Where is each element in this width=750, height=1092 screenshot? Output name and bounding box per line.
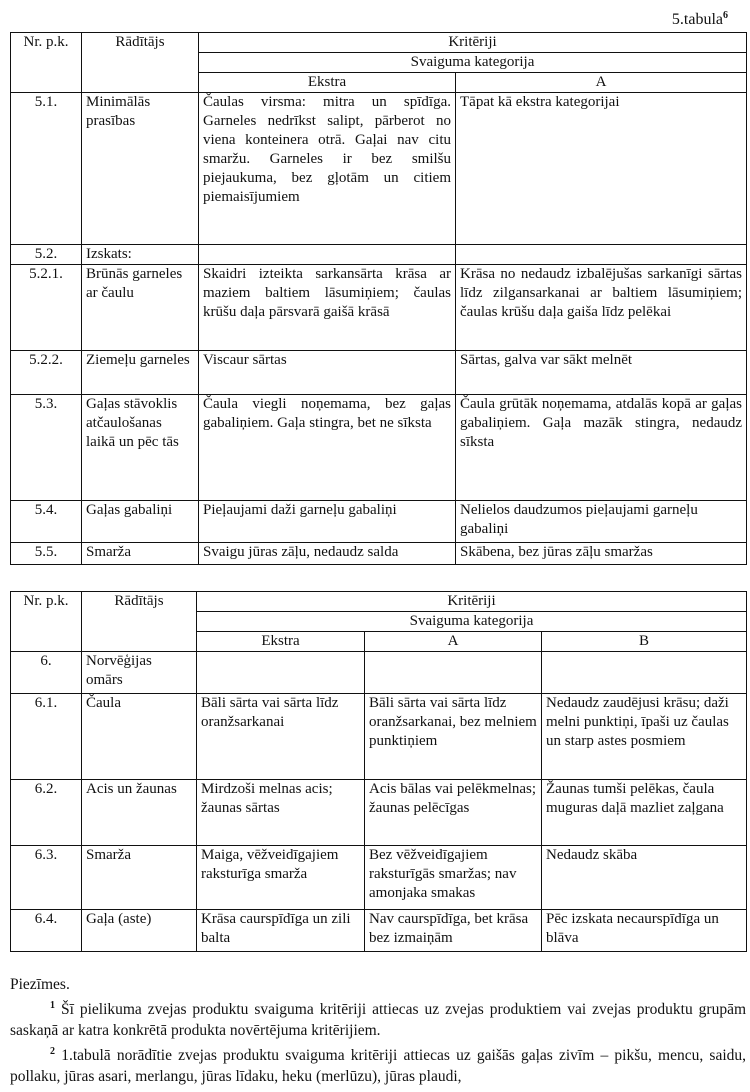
row-indicator: Izskats: xyxy=(82,245,199,265)
cell-a: Bez vēžveidīgajiem raksturīgās smaržas; nav amonjaka smakas xyxy=(365,846,542,910)
row-indicator: Ziemeļu garneles xyxy=(82,351,199,395)
note-2 xyxy=(10,1041,746,1087)
row-indicator: Minimālās prasības xyxy=(82,93,199,245)
cell-b: Pēc izskata necaurspīdīga un blāva xyxy=(542,910,747,952)
cell-b: Nedaudz skāba xyxy=(542,846,747,910)
note-1-text: Šī pielikuma zvejas produktu svaiguma kritēriji attiecas uz zvejas produktiem vai zvejas produktu grupām saskaņā ar katra konkrētā produkta novērtējuma kritērijiem. xyxy=(10,1001,747,1040)
table-row xyxy=(11,265,747,351)
cell-a: Bāli sārta vai sārta līdz oranžsarkanai, bez melniem punktiņiem xyxy=(365,694,542,780)
table-row xyxy=(11,652,747,694)
table-row xyxy=(11,780,747,846)
table-row xyxy=(11,543,747,565)
row-nr: 5.4. xyxy=(11,501,82,543)
cell-a: Sārtas, galva var sākt melnēt xyxy=(456,351,747,395)
cell-b: Žaunas tumši pelēkas, čaula muguras daļā mazliet zaļgana xyxy=(542,780,747,846)
table-row xyxy=(11,501,747,543)
cell-a: Tāpat kā ekstra kategorijai xyxy=(456,93,747,245)
cell-a: Skābena, bez jūras zāļu smaržas xyxy=(456,543,747,565)
note-1-mark: 1 xyxy=(50,1000,55,1011)
table-row xyxy=(11,245,747,265)
lobster-freshness-table xyxy=(10,591,747,952)
col-header-indicator: Rādītājs xyxy=(82,592,197,652)
row-indicator: Gaļas gabaliņi xyxy=(82,501,199,543)
row-nr: 5.3. xyxy=(11,395,82,501)
col-header-freshness: Svaiguma kategorija xyxy=(197,612,747,632)
cell-a: Krāsa no nedaudz izbalējušas sarkanīgi sārtas līdz zilgansarkanai ar baltiem lāsumiņiem; čaulas krūšu daļa gaiša līdz pelēkai xyxy=(456,265,747,351)
row-nr: 6.1. xyxy=(11,694,82,780)
notes-section xyxy=(10,974,746,1087)
note-2-text: 1.tabulā norādītie zvejas produktu svaiguma kritēriji attiecas uz gaišās gaļas zivīm – pikšu, mencu, saidu, pollaku, jūras asari, merlangu, jūras līdaku, heku (merlūzu), jūras plaudi, xyxy=(10,1047,747,1086)
table-row xyxy=(11,395,747,501)
row-indicator: Čaula xyxy=(82,694,197,780)
cell-a: Čaula grūtāk noņemama, atdalās kopā ar gaļas gabaliņiem. Gaļa mazāk stingra, nedaudz sīksta xyxy=(456,395,747,501)
col-header-a: A xyxy=(365,632,542,652)
table-row xyxy=(11,910,747,952)
table-row xyxy=(11,846,747,910)
cell-a xyxy=(365,652,542,694)
cell-extra: Skaidri izteikta sarkansārta krāsa ar maziem baltiem lāsumiņiem; čaulas krūšu daļa pārsvarā gaišā krāsā xyxy=(199,265,456,351)
cell-a xyxy=(456,245,747,265)
col-header-extra: Ekstra xyxy=(199,73,456,93)
row-indicator: Gaļas stāvoklis atčaulošanas laikā un pēc tās xyxy=(82,395,199,501)
row-nr: 5.2. xyxy=(11,245,82,265)
row-nr: 5.5. xyxy=(11,543,82,565)
col-header-a: A xyxy=(456,73,747,93)
row-indicator: Acis un žaunas xyxy=(82,780,197,846)
note-1 xyxy=(10,995,746,1041)
row-nr: 5.2.2. xyxy=(11,351,82,395)
col-header-b: B xyxy=(542,632,747,652)
cell-extra: Krāsa caurspīdīga un zili balta xyxy=(197,910,365,952)
cell-extra: Viscaur sārtas xyxy=(199,351,456,395)
cell-extra: Maiga, vēžveidīgajiem raksturīga smarža xyxy=(197,846,365,910)
shrimp-freshness-table xyxy=(10,32,747,565)
notes-heading: Piezīmes. xyxy=(10,976,70,993)
cell-b: Nedaudz zaudējusi krāsu; daži melni punktiņi, īpaši uz čaulas un starp astes posmiem xyxy=(542,694,747,780)
cell-extra: Čaula viegli noņemama, bez gaļas gabaliņiem. Gaļa stingra, bet ne sīksta xyxy=(199,395,456,501)
table-row xyxy=(11,93,747,245)
col-header-indicator: Rādītājs xyxy=(82,33,199,93)
cell-extra: Mirdzoši melnas acis; žaunas sārtas xyxy=(197,780,365,846)
row-nr: 5.1. xyxy=(11,93,82,245)
cell-extra: Pieļaujami daži garneļu gabaliņi xyxy=(199,501,456,543)
col-header-extra: Ekstra xyxy=(197,632,365,652)
table-row xyxy=(11,351,747,395)
cell-a: Nelielos daudzumos pieļaujami garneļu gabaliņi xyxy=(456,501,747,543)
row-nr: 5.2.1. xyxy=(11,265,82,351)
col-header-nr: Nr. p.k. xyxy=(11,592,82,652)
row-nr: 6.3. xyxy=(11,846,82,910)
row-indicator: Smarža xyxy=(82,846,197,910)
cell-a: Nav caurspīdīga, bet krāsa bez izmaiņām xyxy=(365,910,542,952)
cell-extra: Čaulas virsma: mitra un spīdīga. Garneles nedrīkst salipt, pārberot no viena konteinera otrā. Gaļai nav citu smaržu. Garneles ir bez smilšu piejaukuma, bez gļotām un citiem piemaisījumiem xyxy=(199,93,456,245)
table-label: 5.tabula$^6$ xyxy=(671,10,728,28)
cell-b xyxy=(542,652,747,694)
col-header-criteria: Kritēriji xyxy=(199,33,747,53)
cell-extra xyxy=(197,652,365,694)
cell-extra: Svaigu jūras zāļu, nedaudz salda xyxy=(199,543,456,565)
col-header-criteria: Kritēriji xyxy=(197,592,747,612)
row-indicator: Gaļa (aste) xyxy=(82,910,197,952)
cell-extra: Bāli sārta vai sārta līdz oranžsarkanai xyxy=(197,694,365,780)
col-header-nr: Nr. p.k. xyxy=(11,33,82,93)
note-2-mark: 2 xyxy=(50,1046,55,1058)
row-indicator: Smarža xyxy=(82,543,199,565)
row-indicator: Brūnās garneles ar čaulu xyxy=(82,265,199,351)
cell-a: Acis bālas vai pelēkmelnas; žaunas pelēcīgas xyxy=(365,780,542,846)
row-nr: 6.2. xyxy=(11,780,82,846)
row-indicator: Norvēģijas omārs xyxy=(82,652,197,694)
cell-extra xyxy=(199,245,456,265)
row-nr: 6.4. xyxy=(11,910,82,952)
col-header-freshness: Svaiguma kategorija xyxy=(199,53,747,73)
table-row xyxy=(11,694,747,780)
row-nr: 6. xyxy=(11,652,82,694)
